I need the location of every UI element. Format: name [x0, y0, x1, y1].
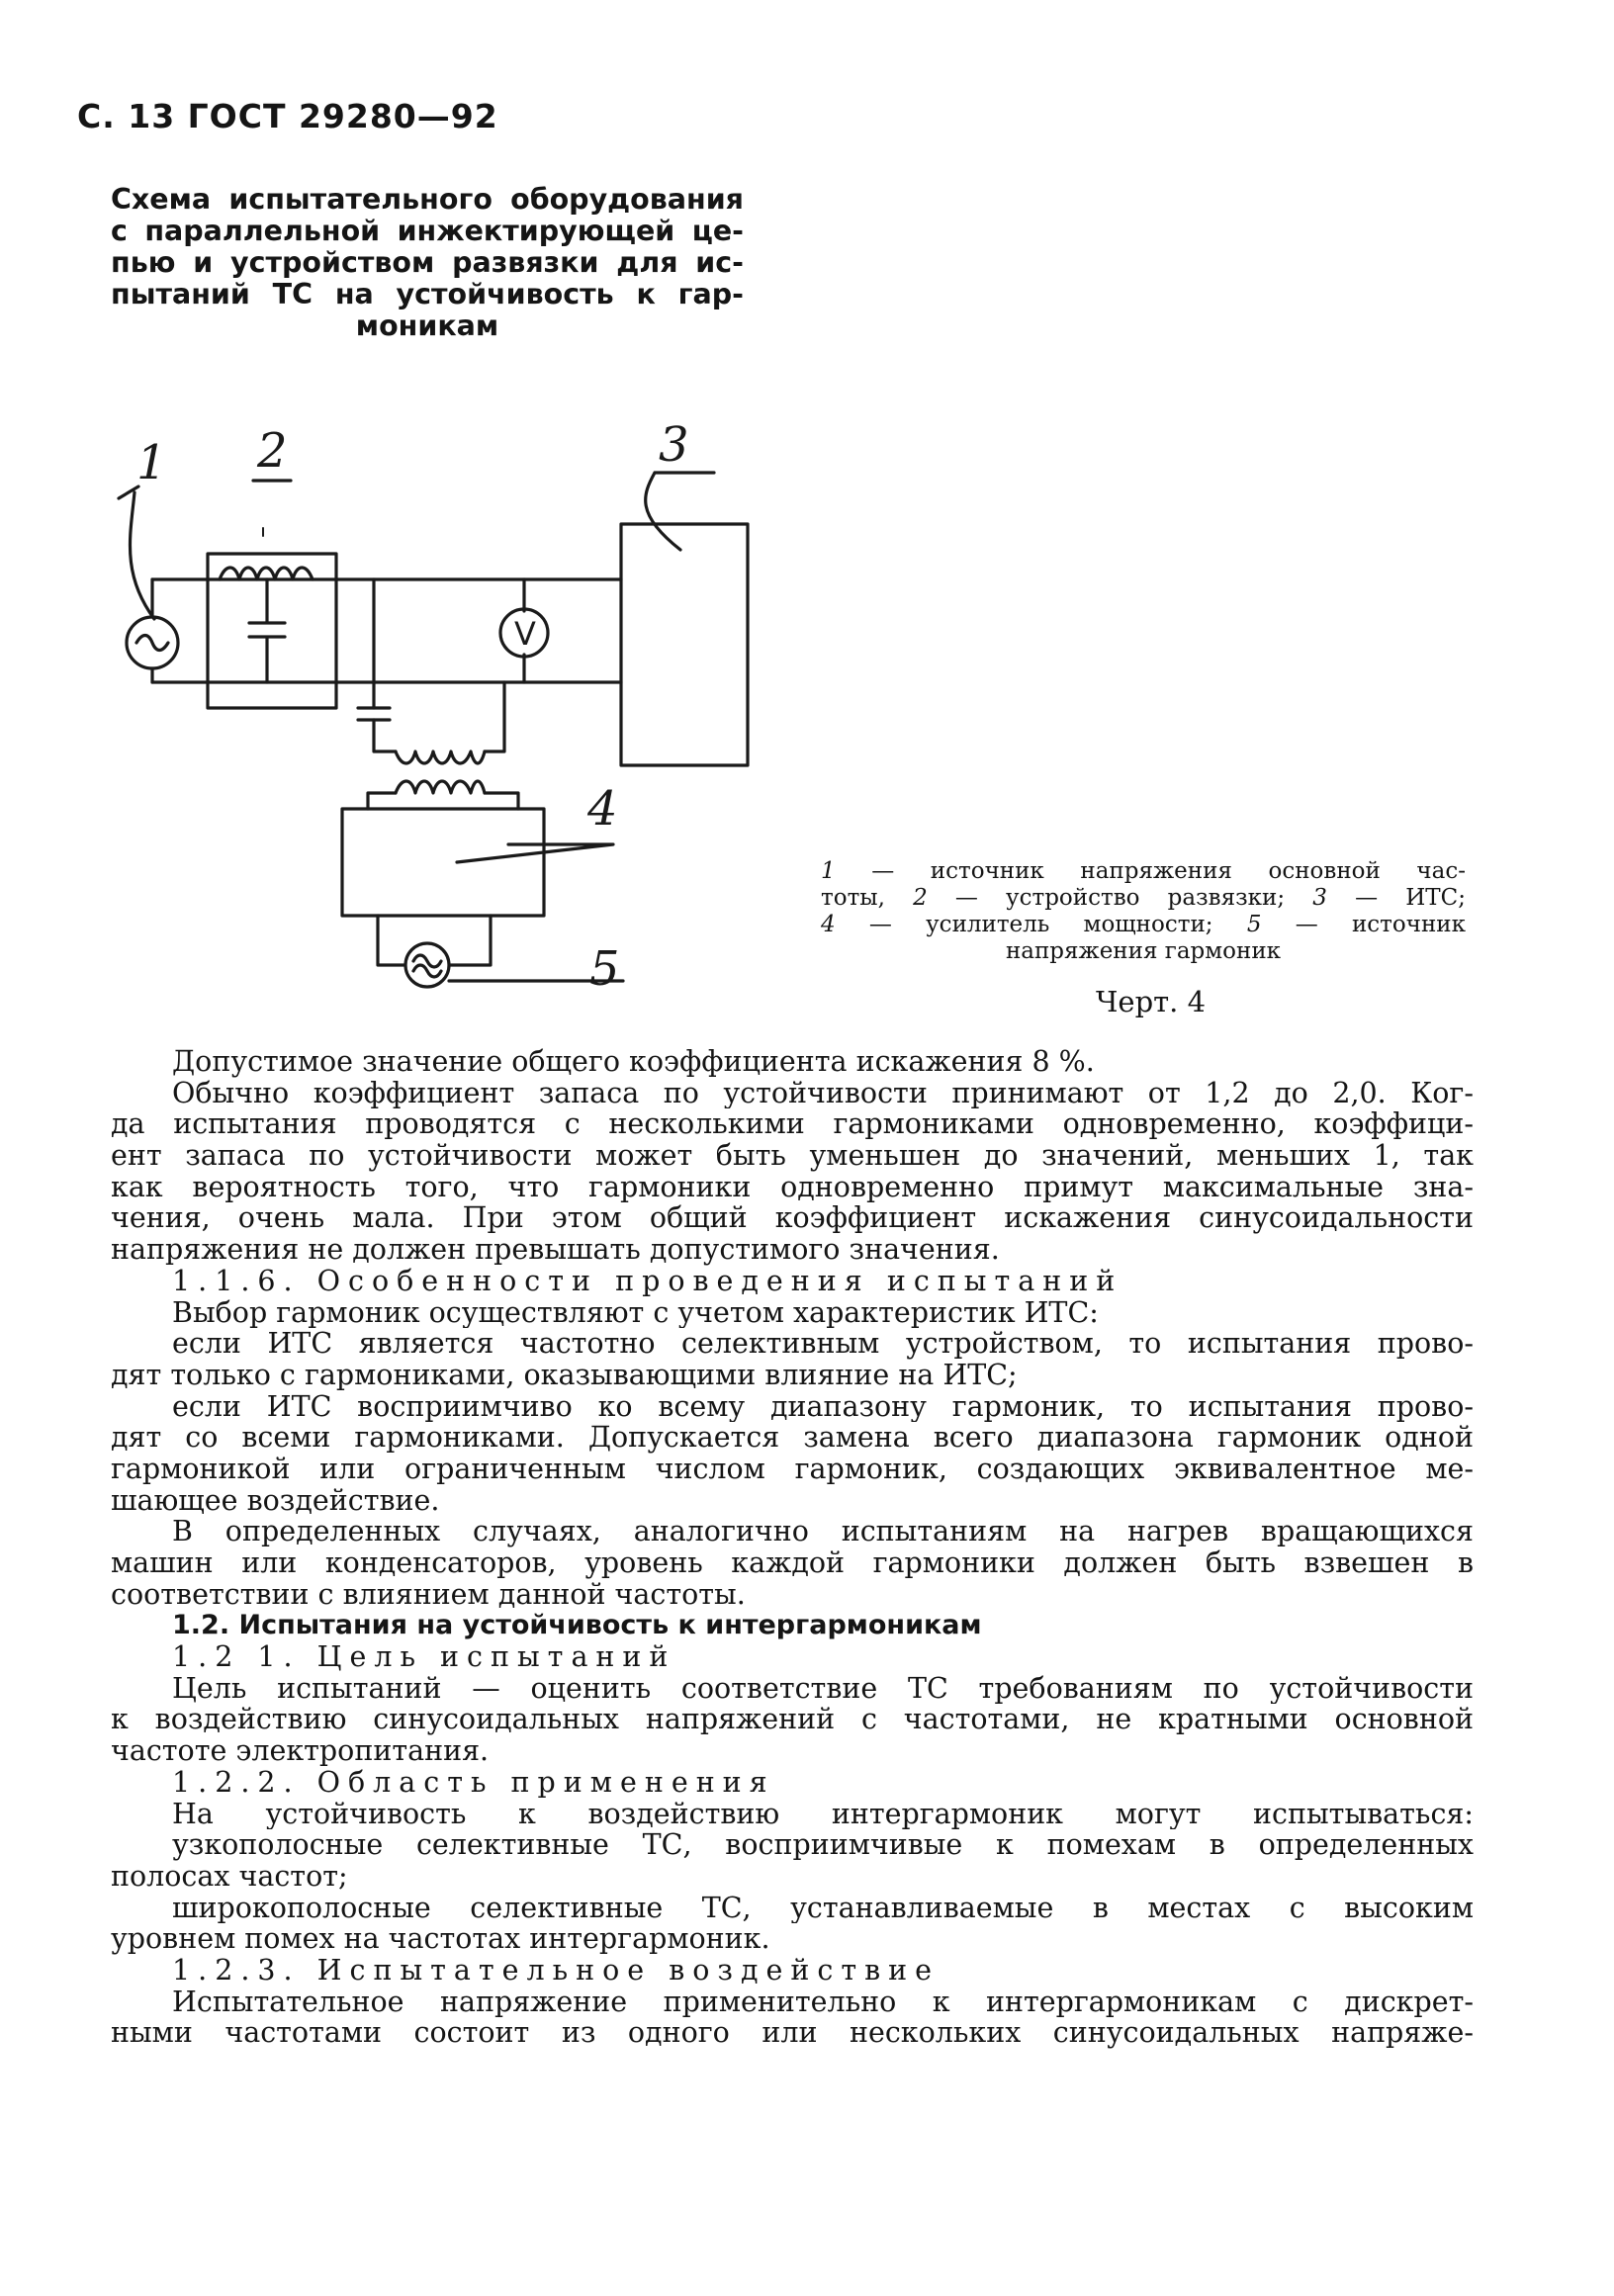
- figure-title-line: моникам: [355, 309, 499, 342]
- text-line: как вероятность того, что гармоники одновременно примут максимальные зна-: [111, 1171, 1474, 1203]
- text-line: частоте электропитания.: [111, 1735, 490, 1767]
- text-line: широкополосные селективные ТС, устанавливаемые в местах с высоким: [172, 1892, 1474, 1924]
- text-line: дят со всеми гармониками. Допускается замена всего диапазона гармоник одной: [111, 1422, 1474, 1454]
- text-line: Испытательное напряжение применительно к интергармоникам с дискрет-: [172, 1986, 1474, 2018]
- decoupling-device-box: [208, 554, 336, 708]
- text-line: ент запаса по устойчивости может быть уменьшен до значений, меньших 1, так: [111, 1140, 1474, 1172]
- caption-line: 1 — источник напряжения основной час-: [821, 858, 1466, 884]
- text-line: машин или конденсаторов, уровень каждой гармоники должен быть взвешен в: [111, 1547, 1474, 1579]
- coupling-transformer-primary: [396, 781, 485, 793]
- text-line: Выбор гармоник осуществляют с учетом характеристик ИТС:: [172, 1296, 1099, 1329]
- page-header: С. 13 ГОСТ 29280—92: [77, 97, 498, 135]
- harmonic-source-5: [405, 943, 449, 987]
- section-heading: 1.2 1. Цель испытаний: [172, 1641, 676, 1673]
- figure-title-line: пытаний ТС на устойчивость к гар-: [111, 278, 744, 310]
- text-line: чения, очень мала. При этом общий коэффициент искажения синусоидальности: [111, 1202, 1474, 1235]
- its-box: [621, 524, 748, 765]
- body-text: [111, 1046, 1474, 2049]
- text-line: Цель испытаний — оценить соответствие ТС требованиям по устойчивости: [172, 1672, 1474, 1705]
- text-line: если ИТС является частотно селективным устройством, то испытания прово-: [172, 1328, 1474, 1360]
- coupling-transformer-secondary: [396, 751, 485, 763]
- section-heading: 1.1.6. Особенности проведения испытаний: [172, 1265, 1123, 1297]
- figure-title-line: Схема испытательного оборудования: [111, 183, 744, 216]
- text-line: уровнем помех на частотах интергармоник.: [111, 1923, 770, 1955]
- text-line: полосах частот;: [111, 1860, 348, 1893]
- caption-line: напряжения гармоник: [1005, 938, 1282, 964]
- text-line: напряжения не должен превышать допустимого значения.: [111, 1234, 1000, 1266]
- text-line: ными частотами состоит из одного или нескольких синусоидальных напряже-: [111, 2017, 1474, 2049]
- text-line: гармоникой или ограниченным числом гармоник, создающих эквивалентное ме-: [111, 1453, 1474, 1485]
- text-line: В определенных случаях, аналогично испытаниям на нагрев вращающихся: [172, 1516, 1474, 1547]
- voltmeter-label: V: [514, 615, 536, 653]
- text-line: да испытания проводятся с несколькими гармониками одновременно, коэффици-: [111, 1108, 1474, 1141]
- figure-caption: [821, 858, 1466, 965]
- text-line: шающее воздействие.: [111, 1484, 440, 1517]
- text-line: Допустимое значение общего коэффициента искажения 8 %.: [172, 1046, 1095, 1078]
- section-heading: 1.2. Испытания на устойчивость к интергармоникам: [172, 1610, 982, 1641]
- text-line: соответствии с влиянием данной частоты.: [111, 1578, 746, 1611]
- injection-capacitor: [358, 708, 390, 720]
- leader-4: [457, 844, 613, 862]
- text-line: На устойчивость к воздействию интергармоник могут испытываться:: [172, 1798, 1474, 1830]
- caption-line: тоты, 2 — устройство развязки; 3 — ИТС;: [821, 885, 1466, 911]
- text-line: Обычно коэффициент запаса по устойчивости принимают от 1,2 до 2,0. Ког-: [172, 1077, 1474, 1109]
- figure-title-line: пью и устройством развязки для ис-: [111, 246, 744, 279]
- text-line: к воздействию синусоидальных напряжений с частотами, не кратными основной: [111, 1704, 1474, 1736]
- section-heading: 1.2.2. Область применения: [172, 1766, 775, 1799]
- figure-title-line: с параллельной инжектирующей це-: [111, 215, 744, 247]
- text-line: если ИТС восприимчиво ко всему диапазону гармоник, то испытания прово-: [172, 1390, 1474, 1423]
- figure-label: Черт. 4: [1096, 985, 1207, 1018]
- inductor-2: [220, 568, 313, 579]
- text-line: дят только с гармониками, оказывающими влияние на ИТС;: [111, 1359, 1018, 1391]
- label-5: 5: [589, 941, 620, 997]
- power-amplifier-box: [342, 809, 544, 916]
- label-4: 4: [587, 781, 618, 837]
- section-heading: 1.2.3. Испытательное воздействие: [172, 1954, 941, 1987]
- figure-title: [111, 184, 744, 342]
- caption-line: 4 — усилитель мощности; 5 — источник: [821, 912, 1466, 937]
- circuit-diagram: [109, 425, 781, 1018]
- text-line: узкополосные селективные ТС, восприимчивые к помехам в определенных: [172, 1829, 1474, 1861]
- label-3: 3: [659, 425, 689, 473]
- leader-3: [646, 473, 714, 550]
- label-2: 2: [257, 425, 288, 479]
- label-1: 1: [136, 435, 167, 490]
- leader-1: [119, 486, 154, 619]
- capacitor-2: [249, 579, 285, 682]
